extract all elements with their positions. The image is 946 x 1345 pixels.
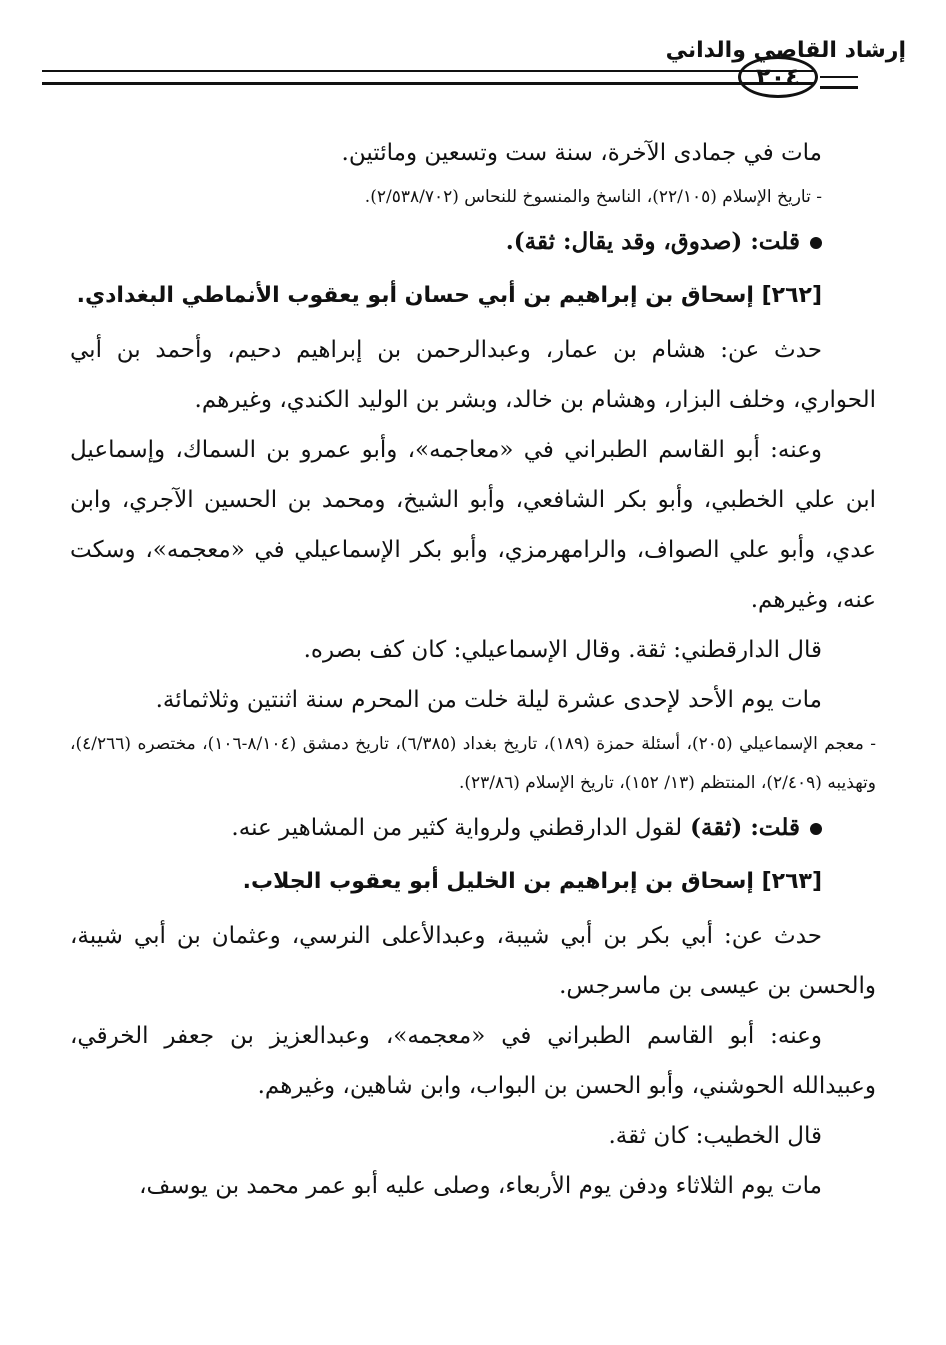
paragraph: قال الخطيب: كان ثقة. xyxy=(608,1123,822,1149)
paragraph: مات يوم الثلاثاء ودفن يوم الأربعاء، وصلى عليه أبو عمر محمد بن يوسف، xyxy=(139,1173,822,1199)
remark-bold: (ثقة) xyxy=(690,814,743,841)
paragraph: وعنه: أبو القاسم الطبراني في «معجمه»، وعبدالعزيز بن جعفر الخرقي، وعبيدالله الحوشني، وأبو الحسن بن البواب، وابن شاهين، وغيرهم. xyxy=(70,1023,876,1099)
remark xyxy=(70,217,876,267)
remark-text: (صدوق، وقد يقال: ثقة). xyxy=(505,228,743,255)
paragraph: حدث عن: هشام بن عمار، وعبدالرحمن بن إبراهيم دحيم، وأحمد بن أبي الحواري، وخلف البزار، وهشام بن خالد، وبشر بن الوليد الكندي، وغيرهم. xyxy=(70,337,876,413)
header-rule xyxy=(42,70,814,72)
paragraph: وعنه: أبو القاسم الطبراني في «معاجمه»، وأبو عمرو بن السماك، وإسماعيل ابن علي الخطبي، وأبو بكر الشافعي، وأبو الشيخ، ومحمد بن الحسين الآجري، وابن عدي، وأبو علي الصواف، والرامهرمزي، وأبو بكر الإسماعيلي في «معجمه»، وسكت عنه، وغيرهم. xyxy=(70,437,876,613)
running-header-title: إرشاد القاصي والداني xyxy=(665,38,906,63)
remark-label: قلت: xyxy=(750,228,800,255)
page-number: ٢٠٤ xyxy=(738,56,818,98)
bullet-icon xyxy=(810,237,822,249)
paragraph: مات يوم الأحد لإحدى عشرة ليلة خلت من المحرم سنة اثنتين وثلاثمائة. xyxy=(155,687,822,713)
paragraph: حدث عن: أبي بكر بن أبي شيبة، وعبدالأعلى النرسي، وعثمان بن أبي شيبة، والحسن بن عيسى بن ماسرجس. xyxy=(70,923,876,999)
remark xyxy=(70,803,876,853)
entry-heading: [٢٦٣] إسحاق بن إبراهيم بن الخليل أبو يعقوب الجلاب. xyxy=(242,869,822,894)
entry-heading: [٢٦٢] إسحاق بن إبراهيم بن أبي حسان أبو يعقوب الأنماطي البغدادي. xyxy=(76,283,822,308)
header-rule xyxy=(820,76,858,78)
header-rule xyxy=(820,86,858,89)
header-rule xyxy=(42,82,814,85)
remark-text: لقول الدارقطني ولرواية كثير من المشاهير عنه. xyxy=(231,815,683,841)
footnote-sources: - تاريخ الإسلام (٢٢/١٠٥)، الناسخ والمنسوخ للنحاس (٢/٥٣٨/٧٠٢). xyxy=(364,187,822,207)
paragraph: قال الدارقطني: ثقة. وقال الإسماعيلي: كان كف بصره. xyxy=(303,637,822,663)
page-body xyxy=(70,128,876,1211)
bullet-icon xyxy=(810,823,822,835)
paragraph: مات في جمادى الآخرة، سنة ست وتسعين ومائتين. xyxy=(341,140,822,166)
footnote-sources: - معجم الإسماعيلي (٢٠٥)، أسئلة حمزة (١٨٩)، تاريخ بغداد (٦/٣٨٥)، تاريخ دمشق (٨/١٠٤-١٠٦)، مختصره (٤/٢٦٦)، وتهذيبه (٢/٤٠٩)، المنتظم (١٣/ ١٥٢)، تاريخ الإسلام (٢٣/٨٦). xyxy=(70,734,876,793)
remark-label: قلت: xyxy=(750,814,800,841)
